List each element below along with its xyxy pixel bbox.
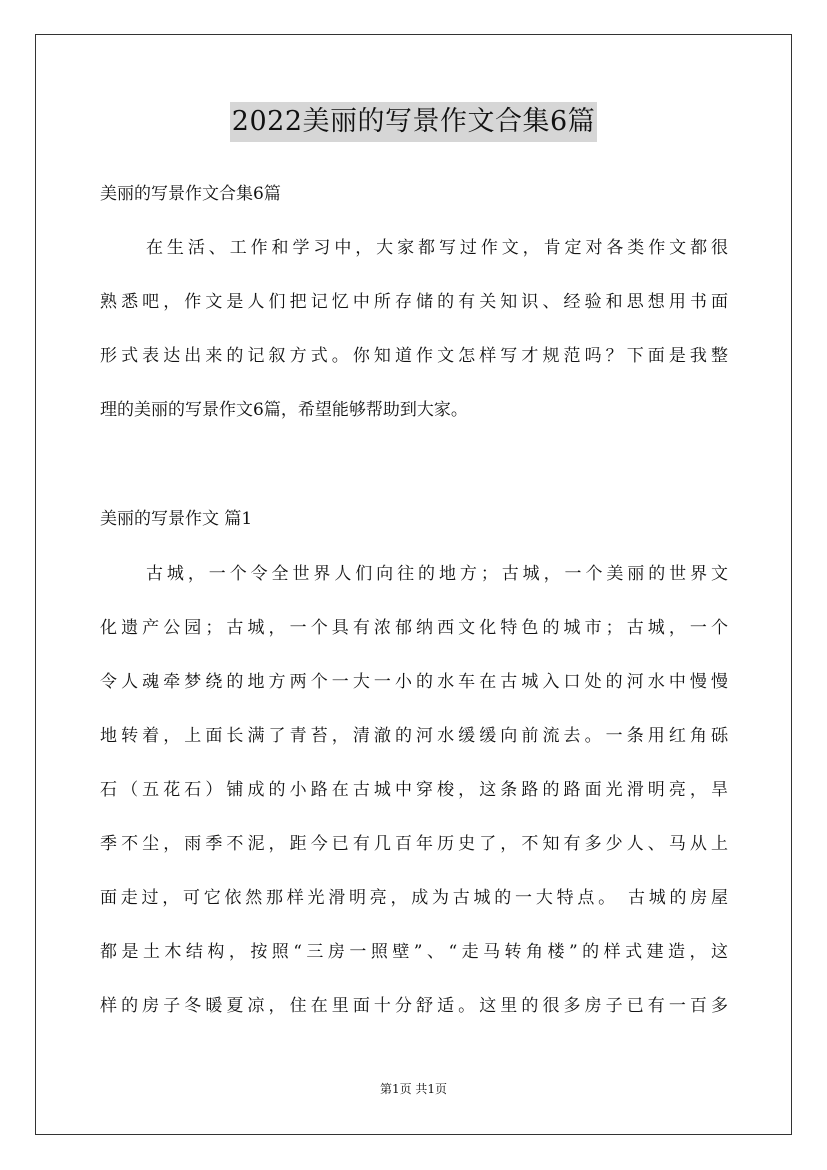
paragraph-line: 面走过，可它依然那样光滑明亮，成为古城的一大特点。 古城的房屋 [100, 888, 728, 908]
paragraph-line: 古城，一个令全世界人们向往的地方；古城，一个美丽的世界文 [146, 564, 728, 584]
paragraph-line: 石（五花石）铺成的小路在古城中穿梭，这条路的路面光滑明亮，旱 [100, 780, 728, 800]
intro-line: 在生活、工作和学习中，大家都写过作文，肯定对各类作文都很 [146, 238, 728, 258]
page-footer: 第1页 共1页 [379, 1082, 448, 1096]
paragraph-line: 都是土木结构，按照“三房一照壁”、“走马转角楼”的样式建造，这 [100, 942, 728, 962]
section-heading: 美丽的写景作文 篇1 [100, 509, 253, 529]
title-container [0, 102, 827, 142]
intro-line: 理的美丽的写景作文6篇，希望能够帮助到大家。 [100, 400, 468, 420]
paragraph-line: 化遗产公园；古城，一个具有浓郁纳西文化特色的城市；古城，一个 [100, 618, 728, 638]
paragraph-line: 令人魂牵梦绕的地方两个一大一小的水车在古城入口处的河水中慢慢 [100, 672, 728, 692]
document-title: 2022美丽的写景作文合集6篇 [230, 102, 597, 142]
intro-line: 熟悉吧，作文是人们把记忆中所存储的有关知识、经验和思想用书面 [100, 292, 728, 312]
intro-line: 形式表达出来的记叙方式。你知道作文怎样写才规范吗？下面是我整 [100, 346, 728, 366]
paragraph-line: 季不尘，雨季不泥，距今已有几百年历史了，不知有多少人、马从上 [100, 834, 728, 854]
document-subtitle: 美丽的写景作文合集6篇 [100, 184, 281, 204]
paragraph-line: 样的房子冬暖夏凉，住在里面十分舒适。这里的很多房子已有一百多 [100, 996, 728, 1016]
paragraph-line: 地转着，上面长满了青苔，清澈的河水缓缓向前流去。一条用红角砾 [100, 726, 728, 746]
